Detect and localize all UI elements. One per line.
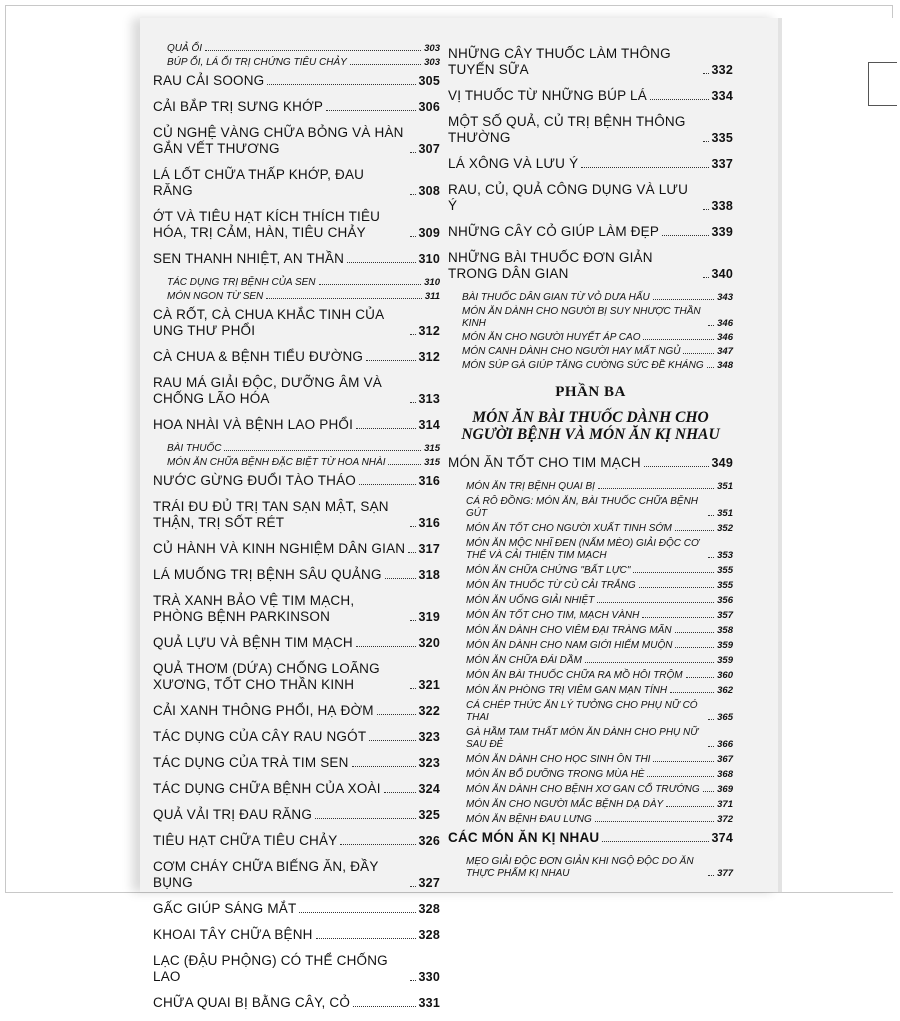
toc-entry	[153, 593, 440, 625]
dot-leader	[708, 875, 714, 876]
part-title: MÓN ĂN BÀI THUỐC DÀNH CHO NGƯỜI BỆNH VÀ MÓN ĂN KỊ NHAU	[461, 409, 720, 443]
toc-entry-page: 339	[711, 225, 733, 239]
toc-entry-title: MÓN CANH DÀNH CHO NGƯỜI HAY MẤT NGỦ	[462, 346, 681, 357]
toc-entry-title: CHỮA QUAI BỊ BẰNG CÂY, CỎ	[153, 995, 351, 1010]
dot-leader	[675, 632, 715, 633]
dot-leader	[410, 334, 416, 335]
toc-entry-title: NƯỚC GỪNG ĐUỔI TÀO THÁO	[153, 473, 356, 488]
dot-leader	[703, 73, 709, 74]
toc-entry-page: 303	[424, 43, 440, 54]
dot-leader	[670, 692, 714, 693]
toc-entry-title: MÓN ĂN DÀNH CHO NGƯỜI BỊ SUY NHƯỢC THẦN KINH	[462, 306, 701, 329]
toc-entry	[448, 250, 733, 282]
toc-entry-page: 318	[418, 568, 440, 582]
dot-leader	[408, 552, 415, 553]
dot-leader	[410, 152, 416, 153]
toc-entry-title: MÓN ĂN BỔ DƯỠNG TRONG MÙA HÈ	[466, 769, 645, 780]
dot-leader	[703, 141, 709, 142]
toc-entry-page: 355	[717, 580, 733, 591]
toc-entry-page: 303	[424, 57, 440, 68]
toc-entry-page: 305	[418, 74, 440, 88]
toc-entry-title: MÓN ĂN DÀNH CHO BỆNH XƠ GAN CỔ TRƯỚNG	[466, 784, 700, 795]
toc-entry-page: 372	[717, 814, 733, 825]
dot-leader	[347, 262, 415, 263]
toc-entry-page: 331	[418, 996, 440, 1010]
dot-leader	[353, 1006, 415, 1007]
toc-entry-page: 368	[717, 769, 733, 780]
toc-entry-title: MÓN ĂN BỆNH ĐAU LƯNG	[466, 814, 592, 825]
toc-entry	[448, 46, 733, 78]
toc-entry-page: 311	[424, 291, 440, 302]
toc-entry-title: MỘT SỐ QUẢ, CỦ TRỊ BỆNH THÔNG THƯỜNG	[448, 114, 686, 145]
toc-entry-title: LÁ LỐT CHỮA THẤP KHỚP, ĐAU RĂNG	[153, 167, 365, 198]
toc-entry-title: MÓN ĂN DÀNH CHO NAM GIỚI HIẾM MUỘN	[466, 640, 673, 651]
toc-entry-title: CẢI BẮP TRỊ SƯNG KHỚP	[153, 99, 324, 114]
toc-entry-title: QUẢ LỰU VÀ BỆNH TIM MẠCH	[153, 635, 353, 650]
dot-leader	[581, 167, 708, 168]
toc-entry-title: GẤC GIÚP SÁNG MẮT	[153, 901, 297, 916]
toc-entry-title: MÓN ĂN TRỊ BỆNH QUAI BỊ	[466, 481, 595, 492]
toc-entry-title: MÓN ĂN PHÒNG TRỊ VIÊM GAN MẠN TÍNH	[466, 685, 668, 696]
toc-entry-title: MÓN NGON TỪ SEN	[167, 291, 264, 302]
toc-entry	[153, 457, 440, 469]
toc-entry-title: MÓN ĂN CHỮA BỆNH ĐẶC BIỆT TỪ HOA NHÀI	[167, 457, 386, 468]
toc-entry-page: 316	[418, 516, 440, 530]
toc-entry	[153, 349, 440, 365]
toc-entry-title: MÓN SÚP GÀ GIÚP TĂNG CƯỜNG SỨC ĐỀ KHÁNG	[462, 360, 704, 371]
toc-entry-title: MÓN ĂN CHO NGƯỜI MẮC BỆNH DẠ DÀY	[466, 799, 664, 810]
toc-entry-page: 322	[418, 704, 440, 718]
toc-entry-title: VỊ THUỐC TỪ NHỮNG BÚP LÁ	[448, 88, 647, 103]
dot-leader	[352, 766, 416, 767]
toc-entry	[448, 640, 733, 652]
toc-entry	[153, 953, 440, 985]
dot-leader	[356, 646, 416, 647]
dot-leader	[410, 526, 416, 527]
toc-entry	[448, 814, 733, 826]
dot-leader	[642, 617, 714, 618]
toc-entry	[153, 375, 440, 407]
toc-entry	[153, 995, 440, 1011]
toc-right-column	[448, 42, 733, 883]
dot-leader	[683, 353, 714, 354]
dot-leader	[410, 402, 416, 403]
toc-entry	[153, 927, 440, 943]
toc-entry-title: CÀ RỐT, CÀ CHUA KHẮC TINH CỦA UNG THƯ PHỔI	[153, 307, 384, 338]
dot-leader	[703, 209, 709, 210]
toc-entry-page: 312	[418, 324, 440, 338]
toc-entry-page: 335	[711, 131, 733, 145]
dot-leader	[708, 515, 714, 516]
dot-leader	[410, 688, 416, 689]
toc-entry-title: CÁ CHÉP THỨC ĂN LÝ TƯỞNG CHO PHỤ NỮ CÓ THAI	[466, 700, 698, 723]
toc-entry-title: TRÁI ĐU ĐỦ TRỊ TAN SẠN MẬT, SẠN THẬN, TRỊ SỐT RÉT	[153, 499, 389, 530]
dot-leader	[644, 466, 709, 467]
toc-entry-title: NHỮNG BÀI THUỐC ĐƠN GIẢN TRONG DÂN GIAN	[448, 250, 653, 281]
toc-entry-page: 315	[424, 443, 440, 454]
dot-leader	[703, 277, 709, 278]
background-right	[796, 18, 896, 892]
toc-entry-page: 362	[717, 685, 733, 696]
dot-leader	[385, 578, 416, 579]
toc-entry	[448, 182, 733, 214]
dot-leader	[410, 236, 416, 237]
toc-entry-page: 308	[418, 184, 440, 198]
toc-entry	[448, 830, 733, 846]
toc-entry-page: 319	[418, 610, 440, 624]
dot-leader	[708, 557, 714, 558]
toc-entry	[153, 807, 440, 823]
toc-entry	[448, 799, 733, 811]
toc-entry	[448, 523, 733, 535]
dot-leader	[585, 662, 714, 663]
toc-entry-page: 367	[717, 754, 733, 765]
toc-entry-title: MÓN ĂN THUỐC TỪ CỦ CẢI TRẮNG	[466, 580, 636, 591]
toc-entry	[153, 635, 440, 651]
toc-entry	[448, 784, 733, 796]
dot-leader	[369, 740, 415, 741]
toc-entry	[448, 580, 733, 592]
toc-entry-page: 347	[717, 346, 733, 357]
dot-leader	[703, 791, 715, 792]
toc-entry-page: 321	[418, 678, 440, 692]
toc-entry-page: 306	[418, 100, 440, 114]
toc-entry-page: 351	[717, 508, 733, 519]
toc-entry-title: TÁC DỤNG CỦA TRÀ TIM SEN	[153, 755, 349, 770]
toc-entry-title: TÁC DỤNG CHỮA BỆNH CỦA XOÀI	[153, 781, 381, 796]
toc-entry-page: 323	[418, 730, 440, 744]
dot-leader	[316, 938, 416, 939]
toc-right-top	[448, 46, 733, 372]
dot-leader	[639, 587, 715, 588]
toc-entry-title: CẢI XANH THÔNG PHỔI, HẠ ĐỜM	[153, 703, 374, 718]
dot-leader	[266, 298, 422, 299]
toc-entry-title: LÁ XÔNG VÀ LƯU Ý	[448, 156, 579, 171]
toc-entry-page: 315	[424, 457, 440, 468]
toc-entry-page: 337	[711, 157, 733, 171]
dot-leader	[366, 360, 415, 361]
toc-entry-page: 310	[418, 252, 440, 266]
toc-entry-title: TRÀ XANH BẢO VỆ TIM MẠCH, PHÒNG BỆNH PARKINSON	[153, 593, 355, 624]
dot-leader	[666, 806, 714, 807]
toc-entry	[153, 859, 440, 891]
dot-leader	[708, 325, 714, 326]
toc-entry	[448, 88, 733, 104]
toc-entry-page: 328	[418, 902, 440, 916]
toc-entry-page: 359	[717, 640, 733, 651]
toc-entry-page: 371	[717, 799, 733, 810]
toc-entry-title: MÓN ĂN BÀI THUỐC CHỮA RA MỒ HÔI TRỘM	[466, 670, 683, 681]
toc-entry	[153, 729, 440, 745]
dot-leader	[356, 428, 415, 429]
toc-entry-page: 310	[424, 277, 440, 288]
toc-entry	[448, 306, 733, 330]
toc-entry	[153, 125, 440, 157]
toc-entry-page: 327	[418, 876, 440, 890]
part-label: PHẦN BA	[555, 384, 626, 400]
toc-entry-title: MÓN ĂN CHỮA ĐÁI DẦM	[466, 655, 582, 666]
toc-entry-page: 325	[418, 808, 440, 822]
adjacent-page-tab	[868, 62, 897, 106]
toc-entry	[448, 346, 733, 358]
toc-entry	[153, 755, 440, 771]
toc-entry-page: 320	[418, 636, 440, 650]
toc-left-column	[153, 42, 440, 1021]
toc-entry	[448, 754, 733, 766]
toc-entry-title: LÁ MUỐNG TRỊ BỆNH SÂU QUẢNG	[153, 567, 382, 582]
toc-entry	[153, 167, 440, 199]
toc-entry	[448, 769, 733, 781]
toc-entry-title: CỦ NGHỆ VÀNG CHỮA BỎNG VÀ HÀN GẮN VẾT THƯƠNG	[153, 125, 404, 156]
toc-entry	[153, 541, 440, 557]
toc-entry-page: 313	[418, 392, 440, 406]
dot-leader	[633, 572, 714, 573]
toc-entry	[448, 727, 733, 751]
toc-entry-title: MẸO GIẢI ĐỘC ĐƠN GIẢN KHI NGỘ ĐỘC DO ĂN THỰC PHẨM KỊ NHAU	[466, 856, 694, 879]
toc-entry-title: TIÊU HẠT CHỮA TIÊU CHẢY	[153, 833, 338, 848]
toc-entry-title: CÁC MÓN ĂN KỊ NHAU	[448, 830, 600, 845]
toc-entry-title: MÓN ĂN TỐT CHO TIM, MẠCH VÀNH	[466, 610, 640, 621]
toc-entry-page: 355	[717, 565, 733, 576]
toc-entry-title: MÓN ĂN MỘC NHĨ ĐEN (NẤM MÈO) GIẢI ĐỘC CƠ THỂ VÀ CẢI THIỆN TIM MẠCH	[466, 538, 700, 561]
toc-entry-page: 348	[717, 360, 733, 371]
dot-leader	[653, 761, 714, 762]
page-edge	[778, 18, 782, 892]
toc-entry	[153, 307, 440, 339]
toc-entry-page: 332	[711, 63, 733, 77]
toc-entry-title: TÁC DỤNG TRỊ BỆNH CỦA SEN	[167, 277, 316, 288]
toc-entry	[153, 443, 440, 455]
dot-leader	[410, 620, 416, 621]
toc-entry	[153, 43, 440, 55]
toc-entry	[153, 251, 440, 267]
dot-leader	[675, 647, 714, 648]
toc-entry-page: 316	[418, 474, 440, 488]
toc-entry-page: 340	[711, 267, 733, 281]
toc-entry	[153, 291, 440, 303]
toc-entry-title: MÓN ĂN TỐT CHO NGƯỜI XUẤT TINH SỚM	[466, 523, 672, 534]
toc-entry-title: BÀI THUỐC DÂN GIAN TỪ VỎ DƯA HẤU	[462, 292, 650, 303]
toc-entry-title: RAU, CỦ, QUẢ CÔNG DỤNG VÀ LƯU Ý	[448, 182, 689, 213]
dot-leader	[707, 367, 715, 368]
toc-entry-page: 324	[418, 782, 440, 796]
toc-entry-page: 369	[717, 784, 733, 795]
dot-leader	[299, 912, 415, 913]
toc-entry	[448, 496, 733, 520]
toc-entry-page: 374	[711, 831, 733, 845]
toc-entry	[448, 292, 733, 304]
toc-entry	[448, 595, 733, 607]
toc-entry-title: RAU MÁ GIẢI ĐỘC, DƯỠNG ÂM VÀ CHỐNG LÃO HÓA	[153, 375, 382, 406]
toc-entry	[448, 224, 733, 240]
toc-entry-page: 346	[717, 318, 733, 329]
toc-entry-page: 357	[717, 610, 733, 621]
toc-entry-title: NHỮNG CÂY THUỐC LÀM THÔNG TUYẾN SỮA	[448, 46, 671, 77]
toc-entry	[448, 856, 733, 880]
toc-entry-title: TÁC DỤNG CỦA CÂY RAU NGÓT	[153, 729, 367, 744]
toc-entry-page: 323	[418, 756, 440, 770]
toc-entry-page: 312	[418, 350, 440, 364]
toc-entry	[448, 455, 733, 471]
dot-leader	[315, 818, 416, 819]
toc-entry	[448, 565, 733, 577]
dot-leader	[384, 792, 416, 793]
toc-entry-title: CÁ RÔ ĐỒNG: MÓN ĂN, BÀI THUỐC CHỮA BỆNH GÚT	[466, 496, 699, 519]
toc-entry-page: 317	[418, 542, 440, 556]
toc-entry	[153, 417, 440, 433]
toc-entry-page: 346	[717, 332, 733, 343]
toc-entry-title: CÀ CHUA & BỆNH TIỂU ĐƯỜNG	[153, 349, 364, 364]
toc-entry	[153, 901, 440, 917]
toc-entry	[153, 73, 440, 89]
dot-leader	[319, 284, 422, 285]
toc-entry-title: BÀI THUỐC	[167, 443, 222, 454]
toc-entry	[153, 499, 440, 531]
dot-leader	[662, 235, 708, 236]
toc-entry-title: CƠM CHÁY CHỮA BIẾNG ĂN, ĐẦY BỤNG	[153, 859, 379, 890]
toc-entry-title: QUẢ VẢI TRỊ ĐAU RĂNG	[153, 807, 313, 822]
toc-entry-page: 366	[717, 739, 733, 750]
toc-entry	[448, 700, 733, 724]
toc-entry-title: LẠC (ĐẬU PHỘNG) CÓ THỂ CHỐNG LAO	[153, 953, 388, 984]
toc-entry-page: 352	[717, 523, 733, 534]
toc-entry	[448, 481, 733, 493]
toc-entry-page: 351	[717, 481, 733, 492]
dot-leader	[602, 841, 708, 842]
part-heading	[448, 384, 733, 443]
toc-entry	[448, 114, 733, 146]
dot-leader	[708, 719, 714, 720]
toc-entry	[448, 538, 733, 562]
dot-leader	[224, 450, 421, 451]
dot-leader	[410, 886, 416, 887]
dot-leader	[388, 464, 421, 465]
toc-entry	[448, 610, 733, 622]
dot-leader	[595, 821, 714, 822]
toc-entry-page: 365	[717, 712, 733, 723]
toc-entry	[153, 703, 440, 719]
toc-entry-page: 307	[418, 142, 440, 156]
toc-entry-title: GÀ HẦM TAM THẤT MÓN ĂN DÀNH CHO PHỤ NỮ SAU ĐẺ	[466, 727, 699, 750]
dot-leader	[598, 488, 714, 489]
toc-entry-page: 330	[418, 970, 440, 984]
toc-entry-title: KHOAI TÂY CHỮA BỆNH	[153, 927, 313, 942]
toc-entry	[153, 833, 440, 849]
dot-leader	[377, 714, 416, 715]
toc-entry-title: QUẢ ỔI	[167, 43, 203, 54]
dot-leader	[675, 530, 714, 531]
toc-entry	[448, 332, 733, 344]
toc-entry-page: 359	[717, 655, 733, 666]
toc-entry-page: 343	[717, 292, 733, 303]
toc-entry-title: RAU CẢI SOONG	[153, 73, 265, 88]
toc-entry-page: 360	[717, 670, 733, 681]
dot-leader	[205, 50, 421, 51]
toc-entry-title: MÓN ĂN TỐT CHO TIM MẠCH	[448, 455, 641, 470]
toc-entry	[153, 781, 440, 797]
toc-entry-title: SEN THANH NHIỆT, AN THẦN	[153, 251, 345, 266]
toc-entry	[448, 655, 733, 667]
toc-entry-page: 309	[418, 226, 440, 240]
toc-entry-page: 334	[711, 89, 733, 103]
toc-entry	[153, 57, 440, 69]
toc-entry	[153, 661, 440, 693]
toc-right-bottom	[448, 455, 733, 880]
toc-entry	[448, 156, 733, 172]
dot-leader	[643, 339, 714, 340]
toc-entry-title: MÓN ĂN CHO NGƯỜI HUYẾT ÁP CAO	[462, 332, 641, 343]
toc-entry-page: 326	[418, 834, 440, 848]
dot-leader	[647, 776, 714, 777]
toc-entry	[448, 360, 733, 372]
toc-entry-title: HOA NHÀI VÀ BỆNH LAO PHỔI	[153, 417, 354, 432]
toc-entry-page: 377	[717, 868, 733, 879]
toc-entry	[153, 99, 440, 115]
toc-entry-title: BÚP ỔI, LÁ ỔI TRỊ CHỨNG TIÊU CHẢY	[167, 57, 347, 68]
dot-leader	[350, 64, 421, 65]
toc-entry-page: 338	[711, 199, 733, 213]
toc-entry-title: CỦ HÀNH VÀ KINH NGHIỆM DÂN GIAN	[153, 541, 406, 556]
toc-entry-page: 328	[418, 928, 440, 942]
toc-entry-page: 358	[717, 625, 733, 636]
toc-entry-title: QUẢ THƠM (DỨA) CHỐNG LOÃNG XƯƠNG, TỐT CHO THẦN KINH	[153, 661, 380, 692]
toc-entry-title: ỚT VÀ TIÊU HẠT KÍCH THÍCH TIÊU HÓA, TRỊ CẢM, HÀN, TIÊU CHẢY	[153, 209, 381, 240]
dot-leader	[708, 746, 714, 747]
toc-entry-title: NHỮNG CÂY CỎ GIÚP LÀM ĐẸP	[448, 224, 660, 239]
toc-entry-page: 349	[711, 456, 733, 470]
toc-entry-title: MÓN ĂN DÀNH CHO VIÊM ĐẠI TRÀNG MÃN	[466, 625, 672, 636]
toc-entry	[153, 473, 440, 489]
dot-leader	[326, 110, 415, 111]
dot-leader	[410, 980, 416, 981]
toc-entry	[153, 209, 440, 241]
dot-leader	[650, 99, 709, 100]
toc-entry-title: MÓN ĂN UỐNG GIẢI NHIỆT	[466, 595, 595, 606]
toc-entry-title: MÓN ĂN DÀNH CHO HỌC SINH ÔN THI	[466, 754, 651, 765]
dot-leader	[410, 194, 416, 195]
toc-entry-page: 356	[717, 595, 733, 606]
dot-leader	[686, 677, 715, 678]
dot-leader	[267, 84, 415, 85]
toc-entry-page: 314	[418, 418, 440, 432]
dot-leader	[597, 602, 714, 603]
dot-leader	[653, 299, 714, 300]
toc-entry-page: 353	[717, 550, 733, 561]
toc-entry	[153, 277, 440, 289]
toc-entry	[448, 685, 733, 697]
dot-leader	[359, 484, 416, 485]
toc-entry	[153, 567, 440, 583]
toc-entry	[448, 625, 733, 637]
toc-entry	[448, 670, 733, 682]
toc-entry-title: MÓN ĂN CHỮA CHỨNG "BẤT LỰC"	[466, 565, 631, 576]
dot-leader	[340, 844, 415, 845]
